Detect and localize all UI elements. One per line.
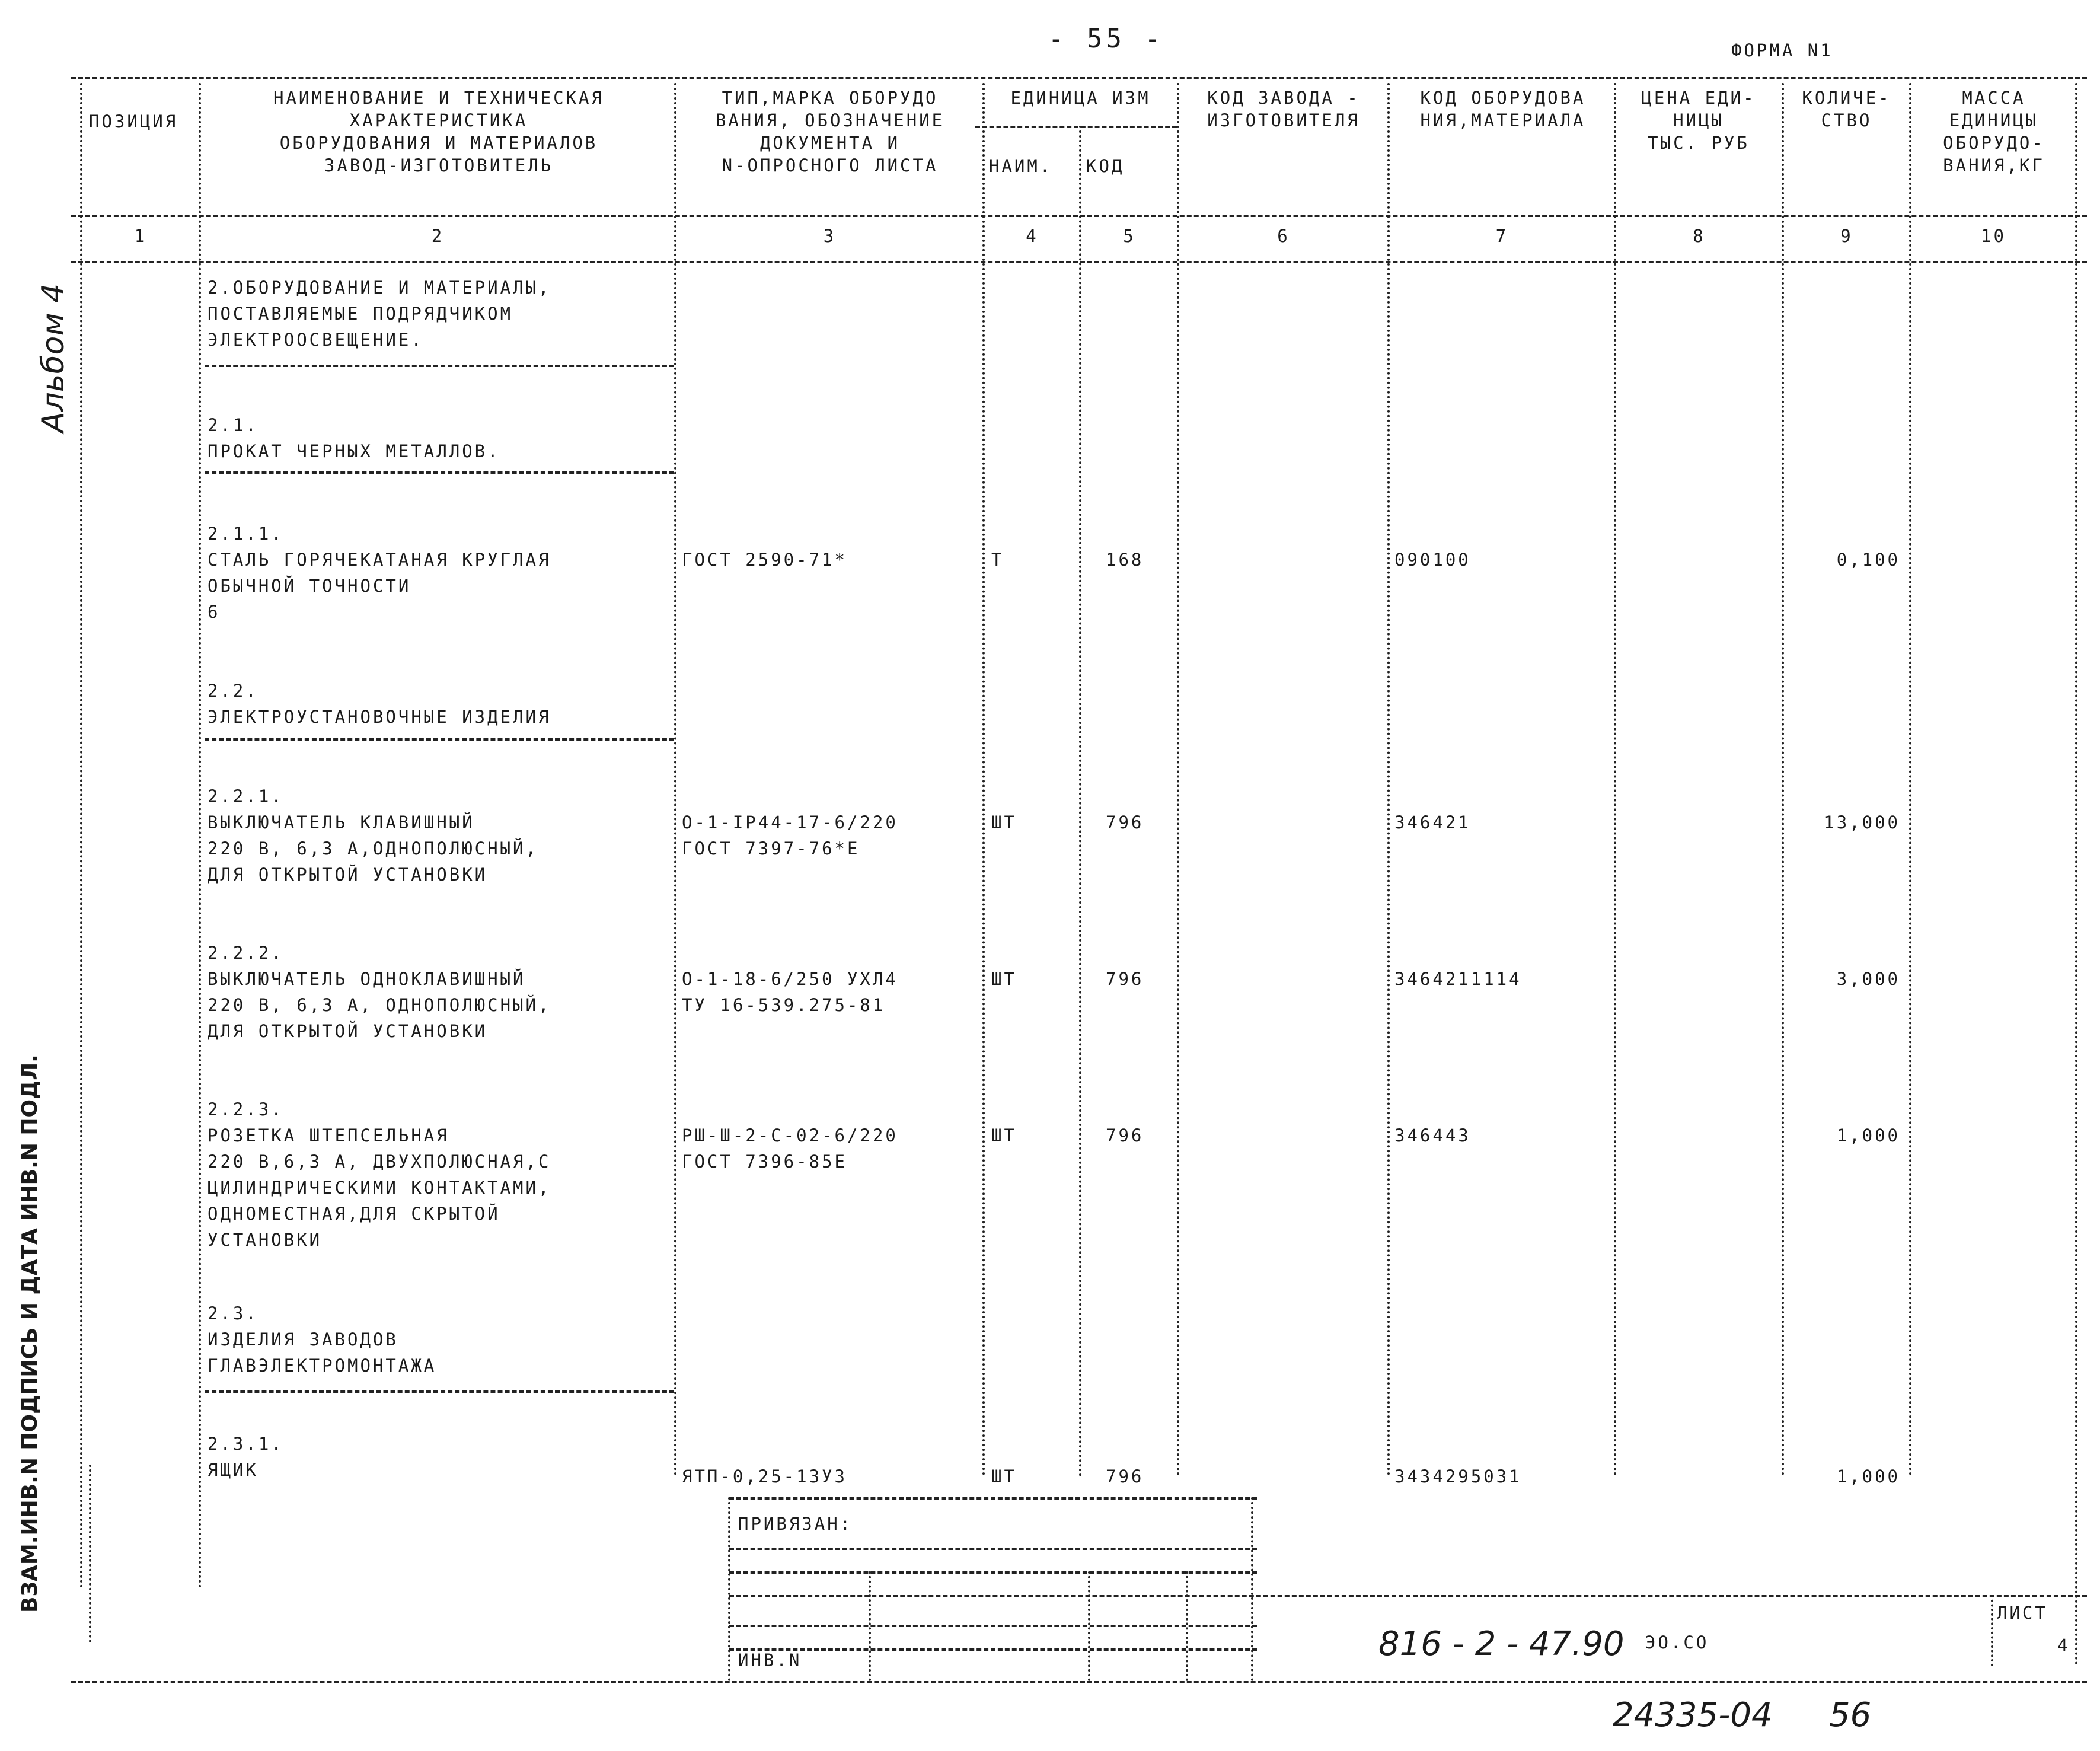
- row-code-2-2-3: 796: [1106, 1125, 1144, 1146]
- row-name-2: 2.ОБОРУДОВАНИЕ И МАТЕРИАЛЫ, ПОСТАВЛЯЕМЫЕ ПОДРЯДЧИКОМ ЭЛЕКТРООСВЕЩЕНИЕ.: [208, 278, 551, 350]
- stamp-vline: [1088, 1571, 1090, 1681]
- stamp-vline: [1186, 1571, 1188, 1681]
- header-col5: КОД: [1086, 156, 1125, 176]
- col-separator: [80, 83, 82, 1589]
- row-name-2-2: 2.2. ЭЛЕКТРОУСТАНОВОЧНЫЕ ИЗДЕЛИЯ: [208, 681, 551, 727]
- row-name-2-1-1: 2.1.1. СТАЛЬ ГОРЯЧЕКАТАНАЯ КРУГЛАЯ ОБЫЧНОЙ ТОЧНОСТИ 6: [208, 524, 551, 622]
- header-col7: КОД ОБОРУДОВА НИЯ,МАТЕРИАЛА: [1420, 88, 1586, 130]
- colnum-8: 8: [1693, 226, 1706, 246]
- row-type-2-2-3: РШ-Ш-2-С-02-6/220 ГОСТ 7396-85Е: [682, 1125, 898, 1172]
- col-separator: [1782, 83, 1784, 1476]
- form-label: ФОРМА N1: [1731, 40, 1833, 60]
- colnum-7: 7: [1495, 226, 1509, 246]
- stamp-vline: [1251, 1497, 1253, 1681]
- stamp-rule: [729, 1571, 1257, 1574]
- doc-suffix: ЭО.СО: [1645, 1632, 1709, 1653]
- row-unit-2-2-1: ШТ: [991, 812, 1017, 833]
- table-top-border: [71, 77, 2087, 79]
- row-code-2-3-1: 796: [1106, 1466, 1144, 1487]
- row-name-2-3-1: 2.3.1. ЯЩИК: [208, 1434, 284, 1480]
- header-unit: ЕДИНИЦА ИЗМ: [1010, 88, 1151, 108]
- row-name-2-2-3: 2.2.3. РОЗЕТКА ШТЕПСЕЛЬНАЯ 220 В,6,3 А, ДВУХПОЛЮСНАЯ,С ЦИЛИНДРИЧЕСКИМИ КОНТАКТАМИ, ОДНОМЕСТНАЯ,ДЛЯ СКРЫТОЙ УСТАНОВКИ: [208, 1099, 551, 1250]
- side-stamp-vline: [89, 1465, 91, 1642]
- col-separator: [982, 83, 985, 1476]
- stamp-vline: [728, 1497, 730, 1681]
- header-col3: ТИП,МАРКА ОБОРУДО ВАНИЯ, ОБОЗНАЧЕНИЕ ДОКУМЕНТА И N-ОПРОСНОГО ЛИСТА: [715, 88, 945, 176]
- colnum-3: 3: [823, 226, 837, 246]
- stamp-top: [729, 1497, 1257, 1500]
- section-rule: [205, 471, 674, 474]
- unit-subdivider: [975, 126, 1177, 128]
- row-qty-2-1-1: 0,100: [1836, 550, 1900, 570]
- row-name-2-3: 2.3. ИЗДЕЛИЯ ЗАВОДОВ ГЛАВЭЛЕКТРОМОНТАЖА: [208, 1303, 437, 1376]
- header-col2: НАИМЕНОВАНИЕ И ТЕХНИЧЕСКАЯ ХАРАКТЕРИСТИКА ОБОРУДОВАНИЯ И МАТЕРИАЛОВ ЗАВОД-ИЗГОТОВИТЕЛЬ: [273, 88, 604, 176]
- privyazan-label: ПРИВЯЗАН:: [738, 1514, 853, 1534]
- row-matcode-2-2-3: 346443: [1394, 1125, 1471, 1146]
- header-col1: ПОЗИЦИЯ: [89, 111, 178, 132]
- row-unit-2-1-1: Т: [991, 550, 1004, 570]
- side-stamp-fields: ВЗАМ.ИНВ.N ПОДПИСЬ И ДАТА ИНВ.N ПОДЛ.: [18, 1054, 42, 1613]
- row-type-2-2-2: О-1-18-6/250 УХЛ4 ТУ 16-539.275-81: [682, 969, 898, 1015]
- row-name-2-1: 2.1. ПРОКАТ ЧЕРНЫХ МЕТАЛЛОВ.: [208, 415, 500, 461]
- doc-code: 816 - 2 - 47.90: [1378, 1625, 1625, 1663]
- row-matcode-2-3-1: 3434295031: [1394, 1466, 1522, 1487]
- sheet-label: ЛИСТ: [1997, 1603, 2048, 1623]
- archive-page: 56: [1829, 1696, 1872, 1734]
- row-unit-2-2-2: ШТ: [991, 969, 1017, 989]
- row-type-2-2-1: О-1-IP44-17-6/220 ГОСТ 7397-76*Е: [682, 812, 898, 859]
- archive-number: 24335-04: [1613, 1696, 1773, 1734]
- colnum-1: 1: [134, 226, 148, 246]
- row-qty-2-2-2: 3,000: [1836, 969, 1900, 989]
- row-name-2-2-1: 2.2.1. ВЫКЛЮЧАТЕЛЬ КЛАВИШНЫЙ 220 В, 6,3 А,ОДНОПОЛЮСНЫЙ, ДЛЯ ОТКРЫТОЙ УСТАНОВКИ: [208, 786, 538, 885]
- inv-label: ИНВ.N: [738, 1650, 802, 1670]
- section-rule: [205, 365, 674, 367]
- col-separator: [1387, 83, 1390, 1476]
- stamp-vline: [1991, 1595, 1993, 1666]
- colnum-9: 9: [1840, 226, 1853, 246]
- header-col6: КОД ЗАВОДА - ИЗГОТОВИТЕЛЯ: [1207, 88, 1360, 130]
- colnum-10: 10: [1981, 226, 2006, 246]
- table-bottom-border: [71, 1681, 2087, 1683]
- row-code-2-2-1: 796: [1106, 812, 1144, 833]
- header-col9: КОЛИЧЕ- СТВО: [1802, 88, 1891, 130]
- row-name-2-2-2: 2.2.2. ВЫКЛЮЧАТЕЛЬ ОДНОКЛАВИШНЫЙ 220 В, 6,3 А, ОДНОПОЛЮСНЫЙ, ДЛЯ ОТКРЫТОЙ УСТАНОВКИ: [208, 943, 551, 1041]
- row-code-2-1-1: 168: [1106, 550, 1144, 570]
- row-matcode-2-1-1: 090100: [1394, 550, 1471, 570]
- album-label: Альбом 4: [36, 283, 71, 433]
- row-unit-2-3-1: ШТ: [991, 1466, 1017, 1487]
- row-type-2-1-1: ГОСТ 2590-71*: [682, 550, 847, 570]
- section-rule: [205, 1390, 674, 1393]
- row-qty-2-3-1: 1,000: [1836, 1466, 1900, 1487]
- header-col4: НАИМ.: [989, 156, 1053, 176]
- col-separator: [1079, 126, 1081, 1478]
- colnum-6: 6: [1277, 226, 1290, 246]
- col-separator: [1177, 83, 1179, 1476]
- header-col8: ЦЕНА ЕДИ- НИЦЫ ТЫС. РУБ: [1641, 88, 1756, 153]
- colnum-2: 2: [431, 226, 445, 246]
- stamp-rule: [729, 1648, 1257, 1651]
- section-rule: [205, 738, 674, 741]
- colnum-4: 4: [1026, 226, 1039, 246]
- stamp-rule: [729, 1548, 1257, 1550]
- row-code-2-2-2: 796: [1106, 969, 1144, 989]
- row-qty-2-2-1: 13,000: [1824, 812, 1900, 833]
- col-separator: [674, 83, 676, 1476]
- sheet-number: 4: [2057, 1635, 2070, 1656]
- row-matcode-2-2-2: 3464211114: [1394, 969, 1522, 989]
- stamp-rule-wide: [729, 1595, 2087, 1597]
- col-separator: [1909, 83, 1911, 1476]
- page-number: - 55 -: [1048, 24, 1164, 54]
- col-separator: [199, 83, 201, 1589]
- stamp-vline: [869, 1571, 871, 1681]
- header-col10: МАССА ЕДИНИЦЫ ОБОРУДО- ВАНИЯ,КГ: [1943, 88, 2045, 176]
- row-qty-2-2-3: 1,000: [1836, 1125, 1900, 1146]
- col-separator: [1614, 83, 1616, 1476]
- colnum-5: 5: [1123, 226, 1136, 246]
- row-matcode-2-2-1: 346421: [1394, 812, 1471, 833]
- row-unit-2-2-3: ШТ: [991, 1125, 1017, 1146]
- col-separator: [2075, 83, 2077, 1666]
- stamp-rule: [729, 1625, 1257, 1627]
- row-type-2-3-1: ЯТП-0,25-13У3: [682, 1466, 847, 1487]
